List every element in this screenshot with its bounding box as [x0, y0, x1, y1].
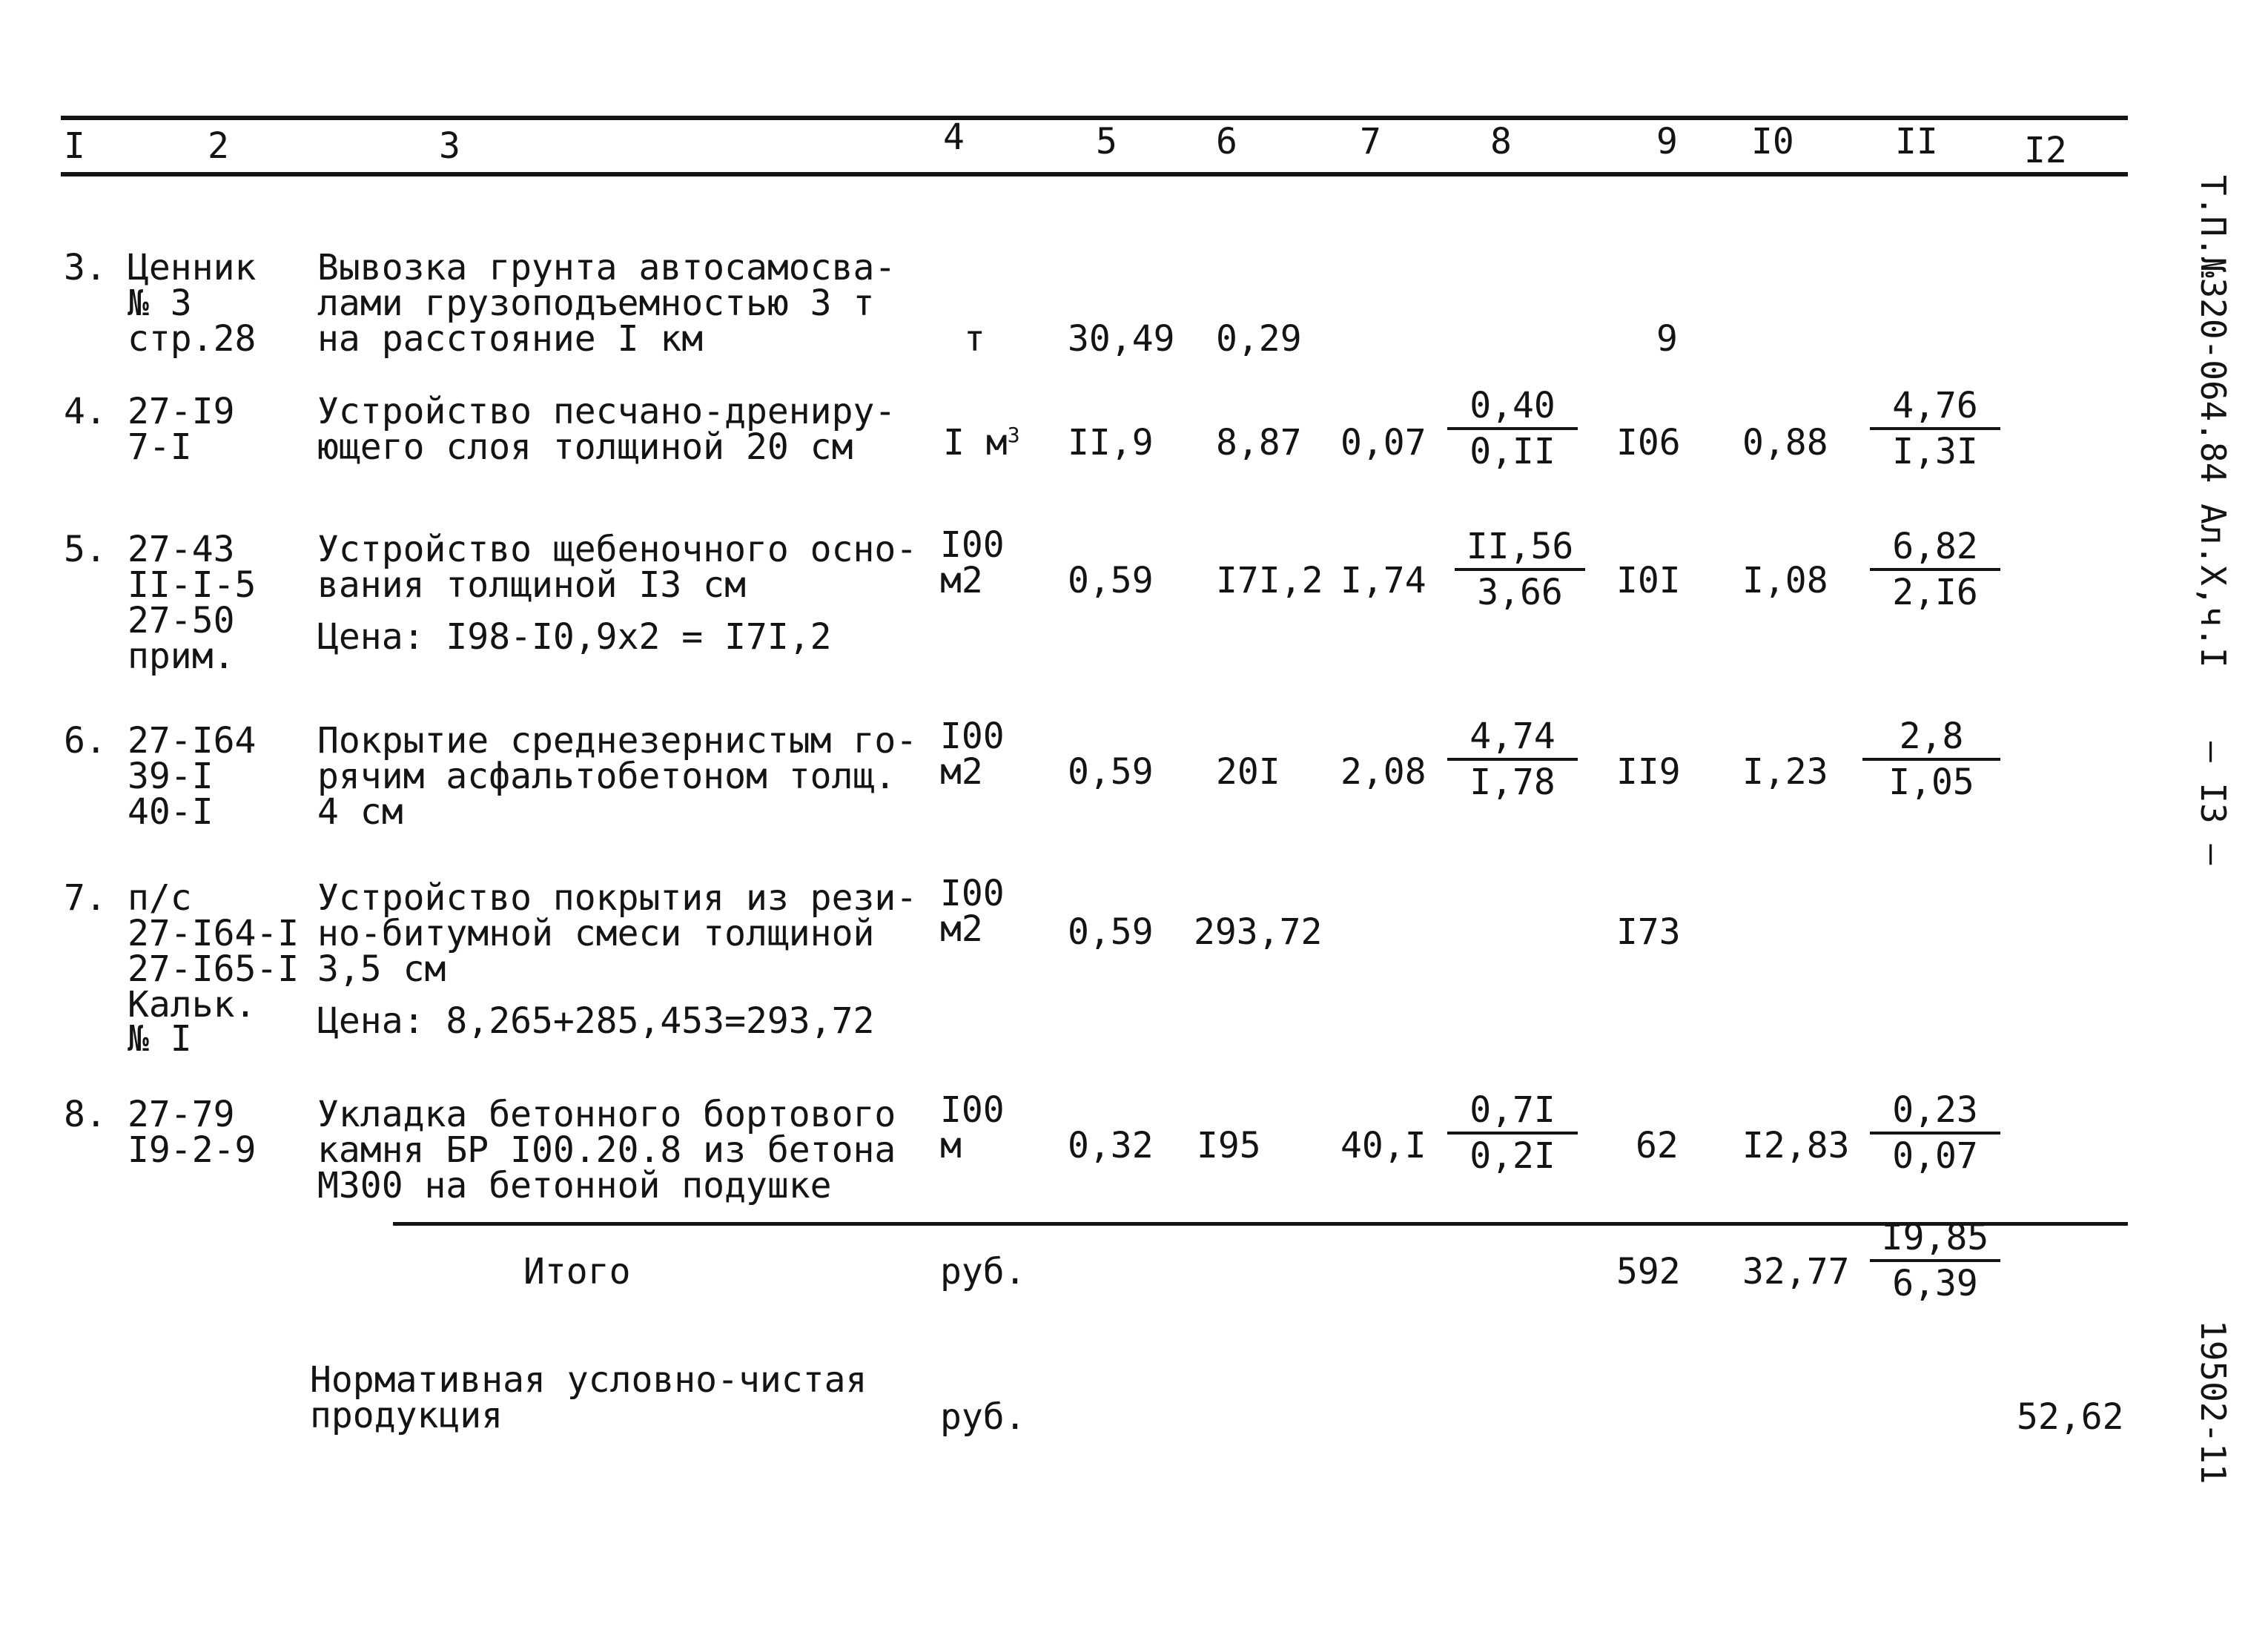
row-price-note: Цена: I98-I0,9x2 = I7I,2: [317, 616, 832, 658]
total-label: Итого: [523, 1251, 631, 1292]
row-description-line: вания толщиной I3 см: [317, 564, 746, 606]
col-header-5: 5: [1096, 121, 1117, 162]
margin-doc-reference: Т.П.№320-064.84 Ал.Х,ч.I: [2193, 175, 2233, 668]
row-col11-fraction: 4,76 I,3I: [1861, 384, 2009, 473]
row-col5: 30,49: [1068, 318, 1175, 360]
row-code-line: 7-I: [128, 426, 192, 468]
row-code-line: II-I-5: [128, 564, 257, 606]
row-col10: 0,88: [1742, 422, 1828, 463]
row-code-line: I9-2-9: [128, 1129, 257, 1171]
row-col6: 0,29: [1216, 318, 1302, 360]
col-header-4: 4: [943, 116, 965, 158]
row-number: 8.: [64, 1094, 107, 1135]
row-description-line: камня БР I00.20.8 из бетона: [317, 1129, 896, 1171]
row-unit: I $м^3$: [943, 422, 1020, 463]
row-col5: II,9: [1068, 422, 1154, 463]
row-code-line: 40-I: [128, 791, 214, 833]
row-description-line: Укладка бетонного бортового: [317, 1094, 896, 1135]
row-col5: 0,32: [1068, 1125, 1154, 1166]
row-col5: 0,59: [1068, 911, 1154, 953]
col-header-1: I: [64, 125, 85, 167]
row-col11-fraction: 6,82 2,I6: [1861, 525, 2009, 614]
row-col6: I7I,2: [1216, 560, 1323, 601]
total-unit: руб.: [940, 1251, 1026, 1292]
row-number: 5.: [64, 529, 107, 570]
row-description-line: но-битумной смеси толщиной: [317, 913, 875, 954]
header-bottom-rule: [61, 172, 2128, 176]
row-code-line: 27-I64-I: [128, 913, 300, 954]
row-description-line: 3,5 см: [317, 948, 446, 990]
row-description-line: Вывозка грунта автосамосва-: [317, 247, 896, 288]
row-col6: 293,72: [1194, 911, 1323, 953]
row-number: 4.: [64, 391, 107, 432]
row-description-line: ющего слоя толщиной 20 см: [317, 426, 853, 468]
row-description-line: лами грузоподъемностью 3 т: [317, 283, 875, 324]
row-number: 3.: [64, 247, 107, 288]
row-code-line: 39-I: [128, 756, 214, 797]
row-col10: I2,83: [1742, 1125, 1850, 1166]
total-col10: 32,77: [1742, 1251, 1850, 1292]
total-col9: 592: [1616, 1251, 1681, 1292]
row-col10: I,08: [1742, 560, 1828, 601]
row-description-line: Устройство щебеночного осно-: [317, 529, 918, 570]
row-code-line: 27-79: [128, 1094, 235, 1135]
row-code-line: № 3: [128, 283, 192, 324]
col-header-3: 3: [439, 125, 460, 167]
row-unit-line: м2: [940, 560, 983, 601]
row-col7: 40,I: [1340, 1125, 1426, 1166]
row-col7: 0,07: [1340, 422, 1426, 463]
row-description-line: рячим асфальтобетоном толщ.: [317, 756, 896, 797]
row-col10: I,23: [1742, 751, 1828, 793]
col-header-10: I0: [1751, 121, 1794, 162]
row-code-line: 27-50: [128, 600, 235, 641]
row-number: 7.: [64, 877, 107, 919]
row-col8-fraction: 0,7I 0,2I: [1438, 1089, 1587, 1178]
row-number: 6.: [64, 720, 107, 762]
row-code-line: стр.28: [128, 318, 257, 360]
row-code-line: № I: [128, 1018, 192, 1060]
row-col9: I06: [1616, 422, 1681, 463]
row-col8-fraction: 0,40 0,II: [1438, 384, 1587, 473]
margin-page-number: — I3 —: [2193, 742, 2233, 865]
col-header-2: 2: [208, 125, 229, 167]
col-header-12: I2: [2024, 130, 2067, 171]
row-col9: I73: [1616, 911, 1681, 953]
normative-label-line: Нормативная условно-чистая: [310, 1359, 867, 1401]
row-unit-line: I00: [940, 1089, 1005, 1131]
normative-col12: 52,62: [2017, 1396, 2124, 1438]
row-col11-fraction: 0,23 0,07: [1861, 1089, 2009, 1178]
col-header-9: 9: [1656, 121, 1678, 162]
row-col9: 62: [1636, 1125, 1679, 1166]
row-col5: 0,59: [1068, 560, 1154, 601]
header-top-rule: [61, 116, 2128, 120]
row-unit-line: I00: [940, 873, 1005, 914]
col-header-11: II: [1895, 121, 1938, 162]
normative-label-line: продукция: [310, 1395, 503, 1436]
total-col11-fraction: I9,85 6,39: [1861, 1216, 2009, 1305]
row-unit-line: I00: [940, 716, 1005, 757]
row-col6: 20I: [1216, 751, 1280, 793]
row-code-line: п/с: [128, 877, 192, 919]
row-description-line: на расстояние I км: [317, 318, 704, 360]
row-code-line: 27-I64: [128, 720, 257, 762]
margin-inventory-number: 19502-11: [2193, 1320, 2233, 1485]
row-unit-line: м2: [940, 751, 983, 793]
row-col6: 8,87: [1216, 422, 1302, 463]
row-unit-line: м2: [940, 908, 983, 950]
row-col9: 9: [1656, 318, 1678, 360]
row-description-line: Покрытие среднезернистым го-: [317, 720, 918, 762]
col-header-8: 8: [1490, 121, 1512, 162]
row-col9: II9: [1616, 751, 1681, 793]
row-col5: 0,59: [1068, 751, 1154, 793]
row-price-note: Цена: 8,265+285,453=293,72: [317, 1000, 875, 1042]
row-code-line: Ценник: [128, 247, 257, 288]
row-col8-fraction: II,56 3,66: [1446, 525, 1594, 614]
row-col11-fraction: 2,8 I,05: [1854, 715, 2009, 804]
row-col7: I,74: [1340, 560, 1426, 601]
row-code-line: 27-I65-I: [128, 948, 300, 990]
col-header-6: 6: [1216, 121, 1237, 162]
normative-unit: руб.: [940, 1396, 1026, 1438]
row-code-line: 27-43: [128, 529, 235, 570]
row-description-line: М300 на бетонной подушке: [317, 1165, 832, 1206]
row-col9: I0I: [1616, 560, 1681, 601]
row-code-line: прим.: [128, 635, 235, 677]
col-header-7: 7: [1360, 121, 1381, 162]
row-col6: I95: [1197, 1125, 1261, 1166]
row-description-line: Устройство покрытия из рези-: [317, 877, 918, 919]
row-unit-line: I00: [940, 524, 1005, 566]
row-code-line: 27-I9: [128, 391, 235, 432]
row-col7: 2,08: [1340, 751, 1426, 793]
row-col8-fraction: 4,74 I,78: [1438, 715, 1587, 804]
row-unit: т: [964, 318, 985, 360]
row-description-line: Устройство песчано-дрениру-: [317, 391, 896, 432]
row-unit-line: м: [940, 1125, 962, 1166]
row-code-line: Кальк.: [128, 984, 257, 1026]
row-description-line: 4 см: [317, 791, 403, 833]
